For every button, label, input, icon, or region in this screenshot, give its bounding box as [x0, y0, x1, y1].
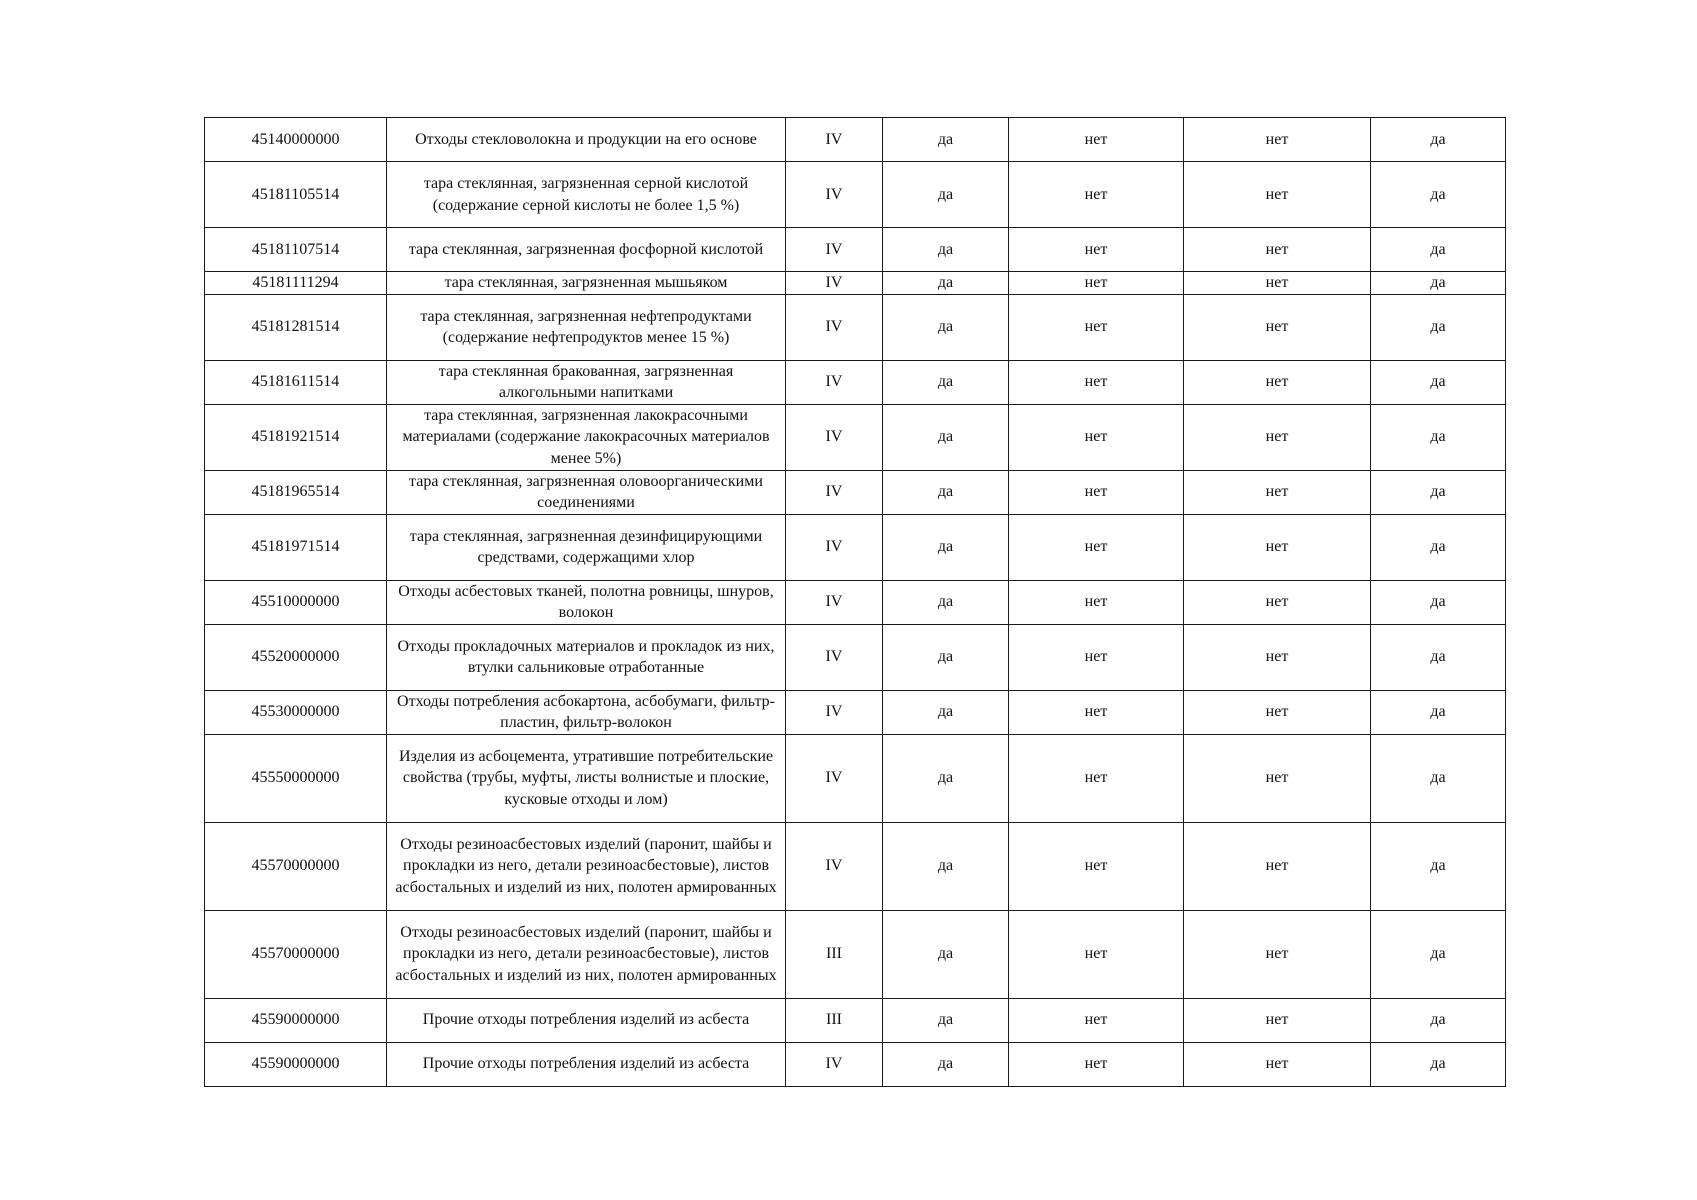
hazard-class-cell: IV	[786, 734, 883, 822]
flag-cell-3: нет	[1184, 822, 1371, 910]
flag-cell-3: нет	[1184, 514, 1371, 580]
flag-cell-2: нет	[1009, 360, 1184, 404]
flag-cell-4: да	[1371, 294, 1506, 360]
flag-cell-1: да	[883, 404, 1009, 470]
hazard-class-cell: IV	[786, 294, 883, 360]
flag-cell-2: нет	[1009, 998, 1184, 1042]
flag-cell-4: да	[1371, 404, 1506, 470]
flag-cell-4: да	[1371, 822, 1506, 910]
hazard-class-cell: III	[786, 910, 883, 998]
flag-cell-2: нет	[1009, 118, 1184, 162]
table-row	[205, 514, 1506, 580]
flag-cell-1: да	[883, 272, 1009, 295]
hazard-class-cell: IV	[786, 470, 883, 514]
flag-cell-4: да	[1371, 910, 1506, 998]
hazard-class-cell: IV	[786, 228, 883, 272]
flag-cell-3: нет	[1184, 404, 1371, 470]
flag-cell-2: нет	[1009, 514, 1184, 580]
waste-name-cell: тара стеклянная, загрязненная нефтепродуктами (содержание нефтепродуктов менее 15 %)	[387, 294, 786, 360]
flag-cell-2: нет	[1009, 1042, 1184, 1086]
table-row	[205, 272, 1506, 295]
waste-code-cell: 45140000000	[205, 118, 387, 162]
flag-cell-2: нет	[1009, 580, 1184, 624]
flag-cell-1: да	[883, 470, 1009, 514]
flag-cell-2: нет	[1009, 228, 1184, 272]
waste-code-cell: 45510000000	[205, 580, 387, 624]
table-row	[205, 162, 1506, 228]
flag-cell-3: нет	[1184, 162, 1371, 228]
flag-cell-2: нет	[1009, 734, 1184, 822]
flag-cell-2: нет	[1009, 404, 1184, 470]
flag-cell-1: да	[883, 580, 1009, 624]
waste-name-cell: Изделия из асбоцемента, утратившие потребительские свойства (трубы, муфты, листы волнистые и плоские, кусковые отходы и лом)	[387, 734, 786, 822]
flag-cell-1: да	[883, 360, 1009, 404]
flag-cell-1: да	[883, 998, 1009, 1042]
waste-name-cell: Прочие отходы потребления изделий из асбеста	[387, 1042, 786, 1086]
waste-code-cell: 45181281514	[205, 294, 387, 360]
waste-code-cell: 45570000000	[205, 910, 387, 998]
flag-cell-3: нет	[1184, 470, 1371, 514]
waste-code-cell: 45550000000	[205, 734, 387, 822]
table-row	[205, 470, 1506, 514]
hazard-class-cell: IV	[786, 360, 883, 404]
hazard-class-cell: IV	[786, 162, 883, 228]
table-row	[205, 734, 1506, 822]
waste-name-cell: Отходы асбестовых тканей, полотна ровницы, шнуров, волокон	[387, 580, 786, 624]
flag-cell-1: да	[883, 294, 1009, 360]
flag-cell-4: да	[1371, 580, 1506, 624]
flag-cell-2: нет	[1009, 294, 1184, 360]
table-row	[205, 228, 1506, 272]
table-row	[205, 910, 1506, 998]
flag-cell-1: да	[883, 514, 1009, 580]
flag-cell-1: да	[883, 228, 1009, 272]
waste-name-cell: тара стеклянная, загрязненная дезинфицирующими средствами, содержащими хлор	[387, 514, 786, 580]
flag-cell-3: нет	[1184, 1042, 1371, 1086]
flag-cell-4: да	[1371, 360, 1506, 404]
flag-cell-2: нет	[1009, 690, 1184, 734]
waste-name-cell: Отходы потребления асбокартона, асбобумаги, фильтр-пластин, фильтр-волокон	[387, 690, 786, 734]
flag-cell-3: нет	[1184, 294, 1371, 360]
flag-cell-3: нет	[1184, 910, 1371, 998]
flag-cell-1: да	[883, 910, 1009, 998]
flag-cell-4: да	[1371, 228, 1506, 272]
flag-cell-1: да	[883, 162, 1009, 228]
flag-cell-3: нет	[1184, 118, 1371, 162]
waste-name-cell: Отходы резиноасбестовых изделий (паронит, шайбы и прокладки из него, детали резиноасбестовые), листов асбостальных и изделий из них, полотен армированных	[387, 910, 786, 998]
hazard-class-cell: IV	[786, 514, 883, 580]
waste-name-cell: Отходы стекловолокна и продукции на его основе	[387, 118, 786, 162]
waste-code-cell: 45530000000	[205, 690, 387, 734]
waste-name-cell: Отходы резиноасбестовых изделий (паронит, шайбы и прокладки из него, детали резиноасбестовые), листов асбостальных и изделий из них, полотен армированных	[387, 822, 786, 910]
waste-code-cell: 45181111294	[205, 272, 387, 295]
table-row	[205, 404, 1506, 470]
hazard-class-cell: IV	[786, 118, 883, 162]
hazard-class-cell: III	[786, 998, 883, 1042]
waste-name-cell: Прочие отходы потребления изделий из асбеста	[387, 998, 786, 1042]
flag-cell-1: да	[883, 624, 1009, 690]
flag-cell-4: да	[1371, 998, 1506, 1042]
waste-name-cell: тара стеклянная бракованная, загрязненная алкогольными напитками	[387, 360, 786, 404]
waste-name-cell: Отходы прокладочных материалов и прокладок из них, втулки сальниковые отработанные	[387, 624, 786, 690]
waste-name-cell: тара стеклянная, загрязненная оловоорганическими соединениями	[387, 470, 786, 514]
table-row	[205, 360, 1506, 404]
flag-cell-1: да	[883, 690, 1009, 734]
flag-cell-1: да	[883, 734, 1009, 822]
waste-code-cell: 45181921514	[205, 404, 387, 470]
table-body	[205, 118, 1506, 1087]
table-row	[205, 624, 1506, 690]
flag-cell-4: да	[1371, 162, 1506, 228]
flag-cell-3: нет	[1184, 228, 1371, 272]
waste-code-cell: 45520000000	[205, 624, 387, 690]
flag-cell-3: нет	[1184, 690, 1371, 734]
flag-cell-2: нет	[1009, 624, 1184, 690]
waste-name-cell: тара стеклянная, загрязненная серной кислотой (содержание серной кислоты не более 1,5 %)	[387, 162, 786, 228]
waste-code-cell: 45570000000	[205, 822, 387, 910]
flag-cell-3: нет	[1184, 580, 1371, 624]
flag-cell-4: да	[1371, 624, 1506, 690]
flag-cell-3: нет	[1184, 272, 1371, 295]
flag-cell-3: нет	[1184, 624, 1371, 690]
flag-cell-4: да	[1371, 734, 1506, 822]
waste-code-cell: 45181105514	[205, 162, 387, 228]
flag-cell-1: да	[883, 118, 1009, 162]
hazard-class-cell: IV	[786, 580, 883, 624]
flag-cell-4: да	[1371, 1042, 1506, 1086]
flag-cell-4: да	[1371, 690, 1506, 734]
flag-cell-3: нет	[1184, 734, 1371, 822]
waste-code-cell: 45181965514	[205, 470, 387, 514]
table-row	[205, 822, 1506, 910]
waste-name-cell: тара стеклянная, загрязненная фосфорной кислотой	[387, 228, 786, 272]
hazard-class-cell: IV	[786, 1042, 883, 1086]
waste-code-cell: 45590000000	[205, 998, 387, 1042]
flag-cell-2: нет	[1009, 910, 1184, 998]
flag-cell-3: нет	[1184, 360, 1371, 404]
waste-code-cell: 45181971514	[205, 514, 387, 580]
waste-name-cell: тара стеклянная, загрязненная лакокрасочными материалами (содержание лакокрасочных материалов менее 5%)	[387, 404, 786, 470]
waste-name-cell: тара стеклянная, загрязненная мышьяком	[387, 272, 786, 295]
flag-cell-3: нет	[1184, 998, 1371, 1042]
table-row	[205, 690, 1506, 734]
table-row	[205, 118, 1506, 162]
flag-cell-2: нет	[1009, 822, 1184, 910]
flag-cell-2: нет	[1009, 470, 1184, 514]
hazard-class-cell: IV	[786, 624, 883, 690]
flag-cell-2: нет	[1009, 162, 1184, 228]
hazard-class-cell: IV	[786, 690, 883, 734]
flag-cell-4: да	[1371, 118, 1506, 162]
waste-classification-table	[204, 117, 1506, 1087]
table-row	[205, 294, 1506, 360]
flag-cell-1: да	[883, 822, 1009, 910]
waste-code-cell: 45181107514	[205, 228, 387, 272]
table-row	[205, 580, 1506, 624]
waste-code-cell: 45590000000	[205, 1042, 387, 1086]
flag-cell-2: нет	[1009, 272, 1184, 295]
hazard-class-cell: IV	[786, 822, 883, 910]
flag-cell-1: да	[883, 1042, 1009, 1086]
hazard-class-cell: IV	[786, 404, 883, 470]
hazard-class-cell: IV	[786, 272, 883, 295]
waste-code-cell: 45181611514	[205, 360, 387, 404]
flag-cell-4: да	[1371, 470, 1506, 514]
flag-cell-4: да	[1371, 514, 1506, 580]
table-row	[205, 1042, 1506, 1086]
table-row	[205, 998, 1506, 1042]
flag-cell-4: да	[1371, 272, 1506, 295]
